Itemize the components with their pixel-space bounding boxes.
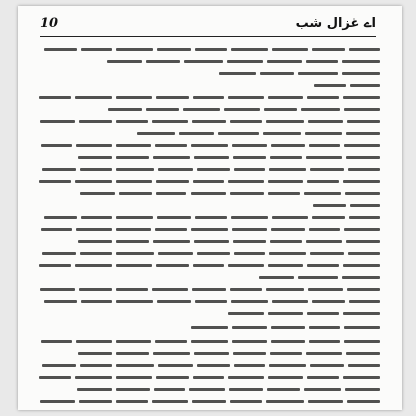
text-line-segment [41, 340, 72, 343]
text-line-segment [230, 192, 264, 195]
text-line-segment [231, 48, 268, 51]
text-line-segment [269, 364, 305, 367]
text-line-segment [269, 252, 305, 255]
text-line-segment [40, 400, 75, 403]
text-line-segment [79, 120, 112, 123]
text-line-segment [298, 72, 338, 75]
text-line-segment [344, 340, 380, 343]
text-line-segment [347, 120, 380, 123]
body-text [18, 6, 402, 410]
text-line-segment [271, 228, 304, 231]
text-line-segment [76, 144, 112, 147]
text-line-segment [310, 168, 344, 171]
text-line-segment [301, 108, 339, 111]
text-line-segment [306, 60, 339, 63]
text-line-segment [231, 216, 268, 219]
text-line-segment [233, 240, 266, 243]
text-line-segment [264, 108, 297, 111]
text-line-segment [157, 216, 191, 219]
text-line-segment [80, 168, 112, 171]
text-line-segment [234, 252, 265, 255]
text-line-segment [230, 400, 262, 403]
text-line-segment [343, 180, 380, 183]
text-line-segment [346, 156, 380, 159]
text-line-segment [39, 96, 71, 99]
running-title: اے غزال شب [295, 16, 376, 31]
text-line-segment [116, 120, 147, 123]
text-line-segment [304, 192, 341, 195]
text-line-segment [79, 400, 112, 403]
text-line-segment [227, 60, 264, 63]
text-line-segment [197, 168, 230, 171]
text-line-segment [228, 96, 264, 99]
text-line-segment [272, 48, 307, 51]
text-line-segment [39, 376, 71, 379]
text-line-segment [39, 180, 71, 183]
text-line-segment [41, 144, 72, 147]
text-line-segment [81, 48, 112, 51]
text-line-segment [306, 352, 342, 355]
text-line-segment [308, 400, 343, 403]
text-line-segment [75, 264, 112, 267]
text-line-segment [195, 216, 227, 219]
text-line-segment [305, 132, 341, 135]
text-line-segment [81, 216, 112, 219]
text-line-segment [42, 168, 76, 171]
text-line-segment [44, 48, 77, 51]
text-line-segment [192, 120, 226, 123]
text-line-segment [266, 120, 303, 123]
text-line-segment [116, 180, 151, 183]
text-line-segment [153, 352, 190, 355]
text-line-segment [154, 388, 185, 391]
text-line-segment [344, 108, 380, 111]
document-page [18, 6, 402, 410]
text-line-segment [107, 60, 143, 63]
text-line-segment [116, 264, 151, 267]
text-line-segment [157, 300, 191, 303]
text-line-segment [347, 288, 380, 291]
text-line-segment [343, 264, 380, 267]
text-line-segment [158, 364, 193, 367]
text-line-segment [266, 288, 303, 291]
text-line-segment [232, 326, 267, 329]
text-line-segment [268, 312, 302, 315]
text-line-segment [308, 120, 343, 123]
text-line-segment [233, 156, 266, 159]
text-line-segment [346, 352, 380, 355]
text-line-segment [309, 340, 340, 343]
text-line-segment [269, 168, 305, 171]
text-line-segment [116, 252, 153, 255]
text-line-segment [347, 400, 380, 403]
text-line-segment [197, 364, 230, 367]
text-line-segment [350, 84, 380, 87]
text-line-segment [78, 352, 112, 355]
text-line-segment [312, 48, 345, 51]
text-line-segment [309, 144, 340, 147]
text-line-segment [308, 288, 343, 291]
text-line-segment [343, 376, 380, 379]
text-line-segment [195, 300, 227, 303]
text-line-segment [191, 228, 228, 231]
text-line-segment [116, 144, 150, 147]
text-line-segment [271, 326, 304, 329]
text-line-segment [348, 252, 380, 255]
text-line-segment [78, 240, 112, 243]
text-line-segment [42, 252, 76, 255]
text-line-segment [348, 364, 380, 367]
text-line-segment [191, 144, 228, 147]
text-line-segment [349, 216, 380, 219]
text-line-segment [344, 228, 380, 231]
text-line-segment [42, 364, 76, 367]
text-line-segment [116, 96, 151, 99]
text-line-segment [231, 300, 268, 303]
text-line-segment [153, 156, 190, 159]
text-line-segment [116, 400, 147, 403]
text-line-segment [312, 300, 345, 303]
text-line-segment [272, 300, 307, 303]
text-line-segment [270, 240, 301, 243]
text-line-segment [234, 364, 265, 367]
text-line-segment [306, 156, 342, 159]
text-line-segment [40, 120, 75, 123]
text-line-segment [197, 252, 230, 255]
text-line-segment [343, 96, 380, 99]
text-line-segment [313, 204, 345, 207]
text-line-segment [312, 216, 345, 219]
text-line-segment [268, 264, 302, 267]
text-line-segment [230, 288, 262, 291]
text-line-segment [153, 240, 190, 243]
text-line-segment [116, 376, 151, 379]
text-line-segment [307, 180, 339, 183]
text-line-segment [116, 388, 149, 391]
text-line-segment [75, 180, 112, 183]
text-line-segment [268, 376, 302, 379]
text-line-segment [192, 400, 226, 403]
text-line-segment [119, 192, 152, 195]
text-line-segment [157, 48, 191, 51]
text-line-segment [259, 276, 294, 279]
text-line-segment [218, 132, 258, 135]
text-line-segment [314, 84, 346, 87]
text-line-segment [41, 228, 72, 231]
text-line-segment [116, 156, 148, 159]
text-line-segment [272, 216, 307, 219]
text-line-segment [79, 288, 112, 291]
text-line-segment [307, 96, 339, 99]
text-line-segment [116, 240, 148, 243]
text-line-segment [310, 252, 344, 255]
text-line-segment [343, 312, 380, 315]
text-line-segment [146, 108, 178, 111]
text-line-segment [263, 132, 301, 135]
text-line-segment [193, 376, 224, 379]
text-line-segment [194, 240, 229, 243]
text-line-segment [155, 144, 187, 147]
text-line-segment [228, 180, 264, 183]
text-line-segment [158, 252, 193, 255]
text-line-segment [270, 156, 301, 159]
text-line-segment [194, 352, 229, 355]
text-line-segment [266, 400, 303, 403]
text-line-segment [192, 288, 226, 291]
text-line-segment [155, 340, 187, 343]
text-line-segment [267, 388, 299, 391]
text-line-segment [228, 376, 264, 379]
text-line-segment [77, 388, 112, 391]
text-line-segment [346, 132, 380, 135]
text-line-segment [44, 216, 77, 219]
text-line-segment [342, 60, 380, 63]
text-line-segment [158, 168, 193, 171]
text-line-segment [80, 364, 112, 367]
text-line-segment [116, 168, 153, 171]
text-line-segment [193, 264, 224, 267]
text-line-segment [310, 364, 344, 367]
text-line-segment [179, 132, 214, 135]
text-line-segment [75, 376, 112, 379]
text-line-segment [228, 312, 264, 315]
text-line-segment [350, 204, 380, 207]
text-line-segment [116, 228, 150, 231]
text-line-segment [116, 364, 153, 367]
text-line-segment [76, 340, 112, 343]
text-line-segment [191, 340, 228, 343]
text-line-segment [219, 72, 256, 75]
text-line-segment [232, 340, 267, 343]
text-line-segment [270, 352, 301, 355]
text-line-segment [184, 60, 223, 63]
text-line-segment [76, 228, 112, 231]
text-line-segment [156, 180, 189, 183]
text-line-segment [344, 144, 380, 147]
text-line-segment [342, 72, 380, 75]
text-line-segment [193, 96, 224, 99]
text-line-segment [268, 180, 302, 183]
text-line-segment [156, 376, 189, 379]
text-line-segment [183, 108, 220, 111]
text-line-segment [349, 300, 380, 303]
text-line-segment [152, 120, 188, 123]
text-line-segment [146, 60, 180, 63]
text-line-segment [345, 192, 380, 195]
text-line-segment [39, 264, 71, 267]
text-line-segment [40, 288, 75, 291]
page-number: 10 [40, 16, 59, 31]
text-line-segment [81, 300, 112, 303]
text-line-segment [349, 48, 380, 51]
text-line-segment [195, 48, 227, 51]
text-line-segment [156, 192, 187, 195]
text-line-segment [156, 96, 189, 99]
text-line-segment [267, 60, 302, 63]
text-line-segment [230, 120, 262, 123]
text-line-segment [342, 276, 380, 279]
text-line-segment [344, 326, 380, 329]
text-line-segment [116, 48, 152, 51]
text-line-segment [271, 340, 304, 343]
text-line-segment [234, 168, 265, 171]
text-line-segment [116, 352, 148, 355]
text-line-segment [307, 376, 339, 379]
text-line-segment [304, 388, 341, 391]
text-line-segment [346, 240, 380, 243]
text-line-segment [152, 288, 188, 291]
text-line-segment [306, 240, 342, 243]
text-line-segment [191, 192, 227, 195]
text-line-segment [232, 228, 267, 231]
text-line-segment [116, 288, 147, 291]
text-line-segment [116, 216, 152, 219]
text-line-segment [44, 300, 77, 303]
text-line-segment [233, 352, 266, 355]
text-line-segment [224, 108, 259, 111]
text-line-segment [268, 192, 300, 195]
text-line-segment [194, 156, 229, 159]
text-line-segment [75, 96, 112, 99]
text-line-segment [271, 144, 304, 147]
text-line-segment [189, 388, 225, 391]
text-line-segment [116, 340, 150, 343]
text-line-segment [348, 168, 380, 171]
text-line-segment [191, 326, 228, 329]
text-line-segment [260, 72, 295, 75]
text-line-segment [78, 156, 112, 159]
text-line-segment [80, 252, 112, 255]
text-line-segment [229, 388, 263, 391]
text-line-segment [193, 180, 224, 183]
text-line-segment [152, 400, 188, 403]
text-line-segment [116, 300, 152, 303]
text-line-segment [268, 96, 302, 99]
text-line-segment [155, 228, 187, 231]
text-line-segment [307, 312, 339, 315]
text-line-segment [137, 132, 174, 135]
text-line-segment [108, 108, 142, 111]
text-line-segment [345, 388, 380, 391]
text-line-segment [307, 264, 339, 267]
text-line-segment [156, 264, 189, 267]
text-line-segment [232, 144, 267, 147]
text-line-segment [298, 276, 338, 279]
text-line-segment [309, 228, 340, 231]
text-line-segment [80, 192, 115, 195]
text-line-segment [309, 326, 340, 329]
text-line-segment [228, 264, 264, 267]
